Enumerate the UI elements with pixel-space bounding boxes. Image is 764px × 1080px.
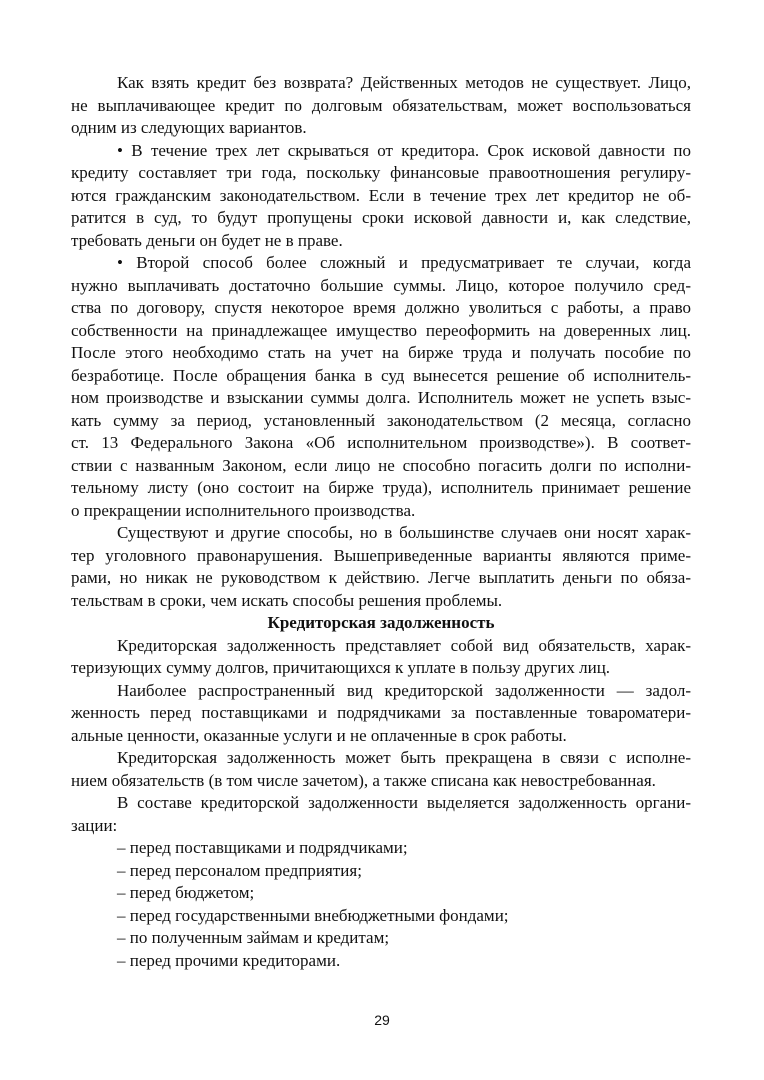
text-line: ст. 13 Федерального Закона «Об исполнительном производстве»). В соответ- bbox=[71, 433, 691, 452]
text-line: Кредиторская задолженность bbox=[267, 613, 495, 632]
text-line: требовать деньги он будет не в праве. bbox=[71, 230, 343, 250]
text-line: теризующих сумму долгов, причитающихся к уплате в пользу других лиц. bbox=[71, 658, 611, 677]
text-line: альные ценности, оказанные услуги и не оплаченные в срок работы. bbox=[71, 725, 567, 745]
section-heading bbox=[71, 612, 691, 635]
text-line: ства по договору, спустя некоторое время должно уволиться с работы, а право bbox=[71, 298, 691, 317]
paragraph bbox=[71, 252, 691, 522]
text-line: ратится в суд, то будут пропущены сроки исковой давности и, как следствие, bbox=[71, 208, 691, 227]
text-line: нужно выплачивать достаточно большие суммы. Лицо, которое получило сред- bbox=[71, 275, 691, 295]
text-line: Наиболее распространенный вид кредиторской задолженности — задол- bbox=[117, 680, 691, 700]
text-line: нием обязательств (в том числе зачетом), а также списана как невостребованная. bbox=[71, 770, 656, 790]
text-line: Существуют и другие способы, но в большинстве случаев они носят харак- bbox=[117, 523, 691, 542]
paragraph bbox=[71, 140, 691, 253]
text-line: безработице. После обращения банка в суд вынесется решение об исполнитель- bbox=[71, 365, 691, 385]
text-line: ствии с названным Законом, если лицо не способно погасить долги по исполни- bbox=[71, 455, 691, 475]
list-item: – перед персоналом предприятия; bbox=[117, 860, 362, 880]
text-line: Кредиторская задолженность представляет собой вид обязательств, харак- bbox=[117, 635, 691, 655]
page-number: 29 bbox=[374, 1012, 390, 1028]
text-line: о прекращении исполнительного производства. bbox=[71, 500, 416, 520]
text-line: • Второй способ более сложный и предусматривает те случаи, когда bbox=[117, 253, 691, 272]
list-item: – по полученным займам и кредитам; bbox=[117, 928, 390, 947]
text-line: одним из следующих вариантов. bbox=[71, 118, 307, 137]
paragraph bbox=[71, 522, 691, 612]
text-line: ном производстве и взыскании суммы долга. Исполнитель может не успеть взыс- bbox=[71, 388, 691, 407]
text-line: женность перед поставщиками и подрядчиками за поставленные товароматери- bbox=[71, 703, 691, 722]
document-body bbox=[71, 72, 691, 972]
paragraph bbox=[71, 72, 691, 140]
text-line: В составе кредиторской задолженности выделяется задолженность органи- bbox=[117, 793, 691, 812]
list-item: – перед бюджетом; bbox=[117, 883, 255, 902]
list-item: – перед прочими кредиторами. bbox=[117, 950, 341, 970]
text-line: кредиту составляет три года, поскольку финансовые правоотношения регулиру- bbox=[71, 163, 691, 182]
text-line: кать сумму за период, установленный законодательством (2 месяца, согласно bbox=[71, 410, 691, 430]
paragraph bbox=[71, 680, 691, 748]
text-line: ются гражданским законодательством. Если в течение трех лет кредитор не об- bbox=[71, 185, 691, 205]
text-line: После этого необходимо стать на учет на бирже труда и получать пособие по bbox=[71, 343, 691, 362]
text-line: • В течение трех лет скрываться от кредитора. Срок исковой давности по bbox=[117, 140, 691, 160]
text-line: тельствам в сроки, чем искать способы решения проблемы. bbox=[71, 590, 503, 610]
paragraph bbox=[71, 792, 691, 837]
text-line: не выплачивающее кредит по долговым обязательствам, может воспользоваться bbox=[71, 95, 691, 115]
paragraph bbox=[71, 635, 691, 680]
list-item: – перед государственными внебюджетными фондами; bbox=[117, 905, 509, 925]
bullet-list bbox=[71, 837, 691, 972]
text-line: Кредиторская задолженность может быть прекращена в связи с исполне- bbox=[117, 748, 691, 767]
text-line: Как взять кредит без возврата? Действенных методов не существует. Лицо, bbox=[117, 73, 691, 92]
text-line: рами, но никак не руководством к действию. Легче выплатить деньги по обяза- bbox=[71, 568, 691, 587]
text-line: тер уголовного правонарушения. Вышеприведенные варианты являются приме- bbox=[71, 545, 691, 565]
text-line: собственности на принадлежащее имущество переоформить на доверенных лиц. bbox=[71, 320, 691, 340]
paragraph bbox=[71, 747, 691, 792]
text-line: зации: bbox=[71, 815, 118, 835]
list-item: – перед поставщиками и подрядчиками; bbox=[117, 838, 408, 857]
text-line: тельному листу (оно состоит на бирже труда), исполнитель принимает решение bbox=[71, 478, 691, 497]
